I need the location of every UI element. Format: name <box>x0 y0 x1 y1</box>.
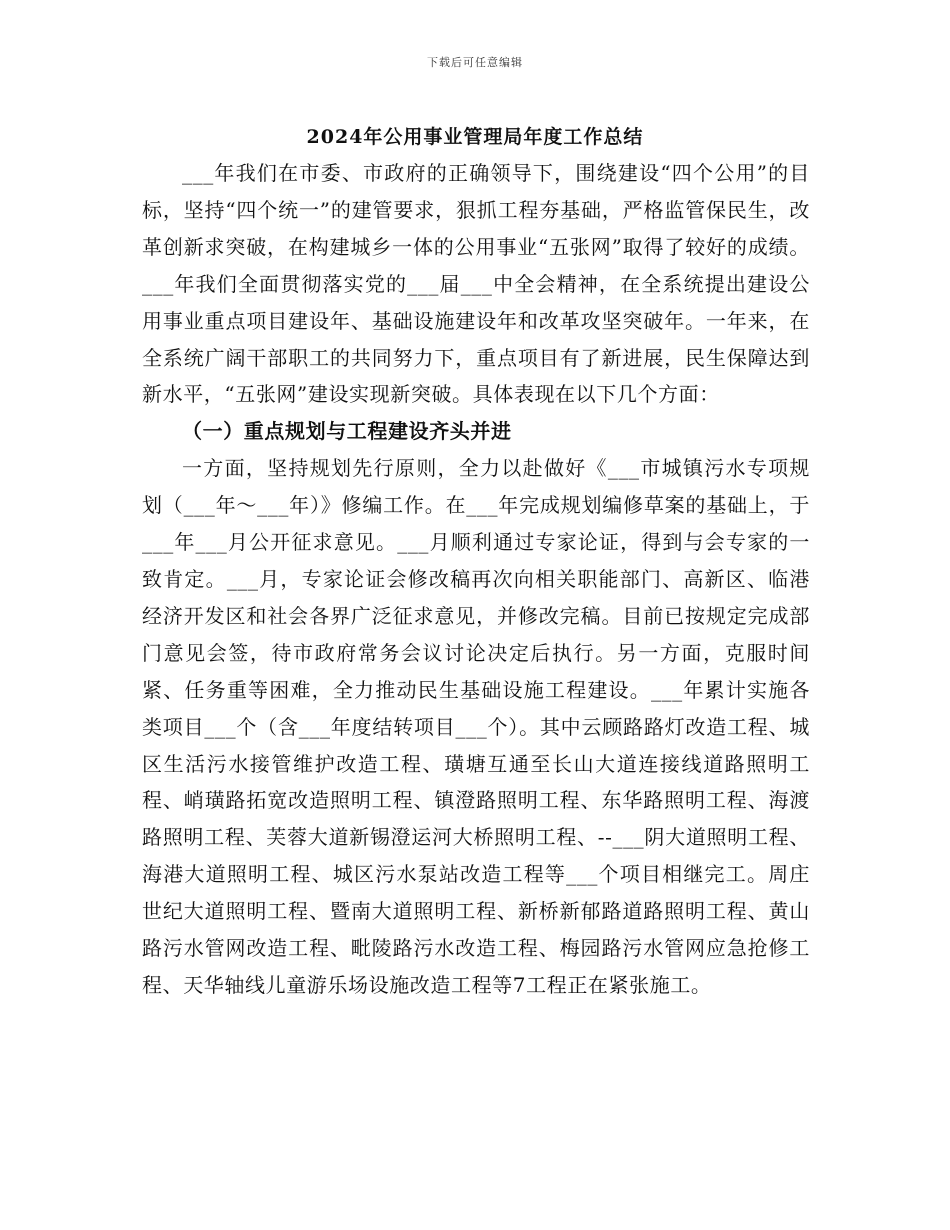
section-heading: （一）重点规划与工程建设齐头并进 <box>182 419 512 444</box>
document-body <box>142 155 810 1004</box>
intro-paragraph: ___年我们在市委、市政府的正确领导下，围绕建设“四个公用”的目标，坚持“四个统一”的建管要求，狠抓工程夯基础，严格监管保民生，改革创新求突破，在构建城乡一体的公用事业“五张网”取得了较好的成绩。___年我们全面贯彻落实党的___届___中全会精神，在全系统提出建设公用事业重点项目建设年、基础设施建设年和改革攻坚突破年。一年来，在全系统广阔干部职工的共同努力下，重点项目有了新进展，民生保障达到新水平，“五张网”建设实现新突破。具体表现在以下几个方面： <box>142 161 810 407</box>
header-note: 下载后可任意编辑 <box>427 56 523 69</box>
document-title: 2024年公用事业管理局年度工作总结 <box>306 126 644 148</box>
section-paragraph: 一方面，坚持规划先行原则，全力以赴做好《___市城镇污水专项规划（___年～___年）》修编工作。在___年完成规划编修草案的基础上，于___年___月公开征求意见。___月顺利通过专家论证，得到与会专家的一致肯定。___月，专家论证会修改稿再次向相关职能部门、高新区、临港经济开发区和社会各界广泛征求意见，并修改完稿。目前已按规定完成部门意见会签，待市政府常务会议讨论决定后执行。另一方面，克服时间紧、任务重等困难，全力推动民生基础设施工程建设。___年累计实施各类项目___个（含___年度结转项目___个）。其中云顾路路灯改造工程、城区生活污水接管维护改造工程、璜塘互通至长山大道连接线道路照明工程、峭璜路拓宽改造照明工程、镇澄路照明工程、东华路照明工程、海渡路照明工程、芙蓉大道新锡澄运河大桥照明工程、--___阴大道照明工程、海港大道照明工程、城区污水泵站改造工程等___个项目相继完工。周庄世纪大道照明工程、暨南大道照明工程、新桥新郁路道路照明工程、黄山路污水管网改造工程、毗陵路污水改造工程、梅园路污水管网应急抢修工程、天华轴线儿童游乐场设施改造工程等7工程正在紧张施工。 <box>142 456 810 997</box>
